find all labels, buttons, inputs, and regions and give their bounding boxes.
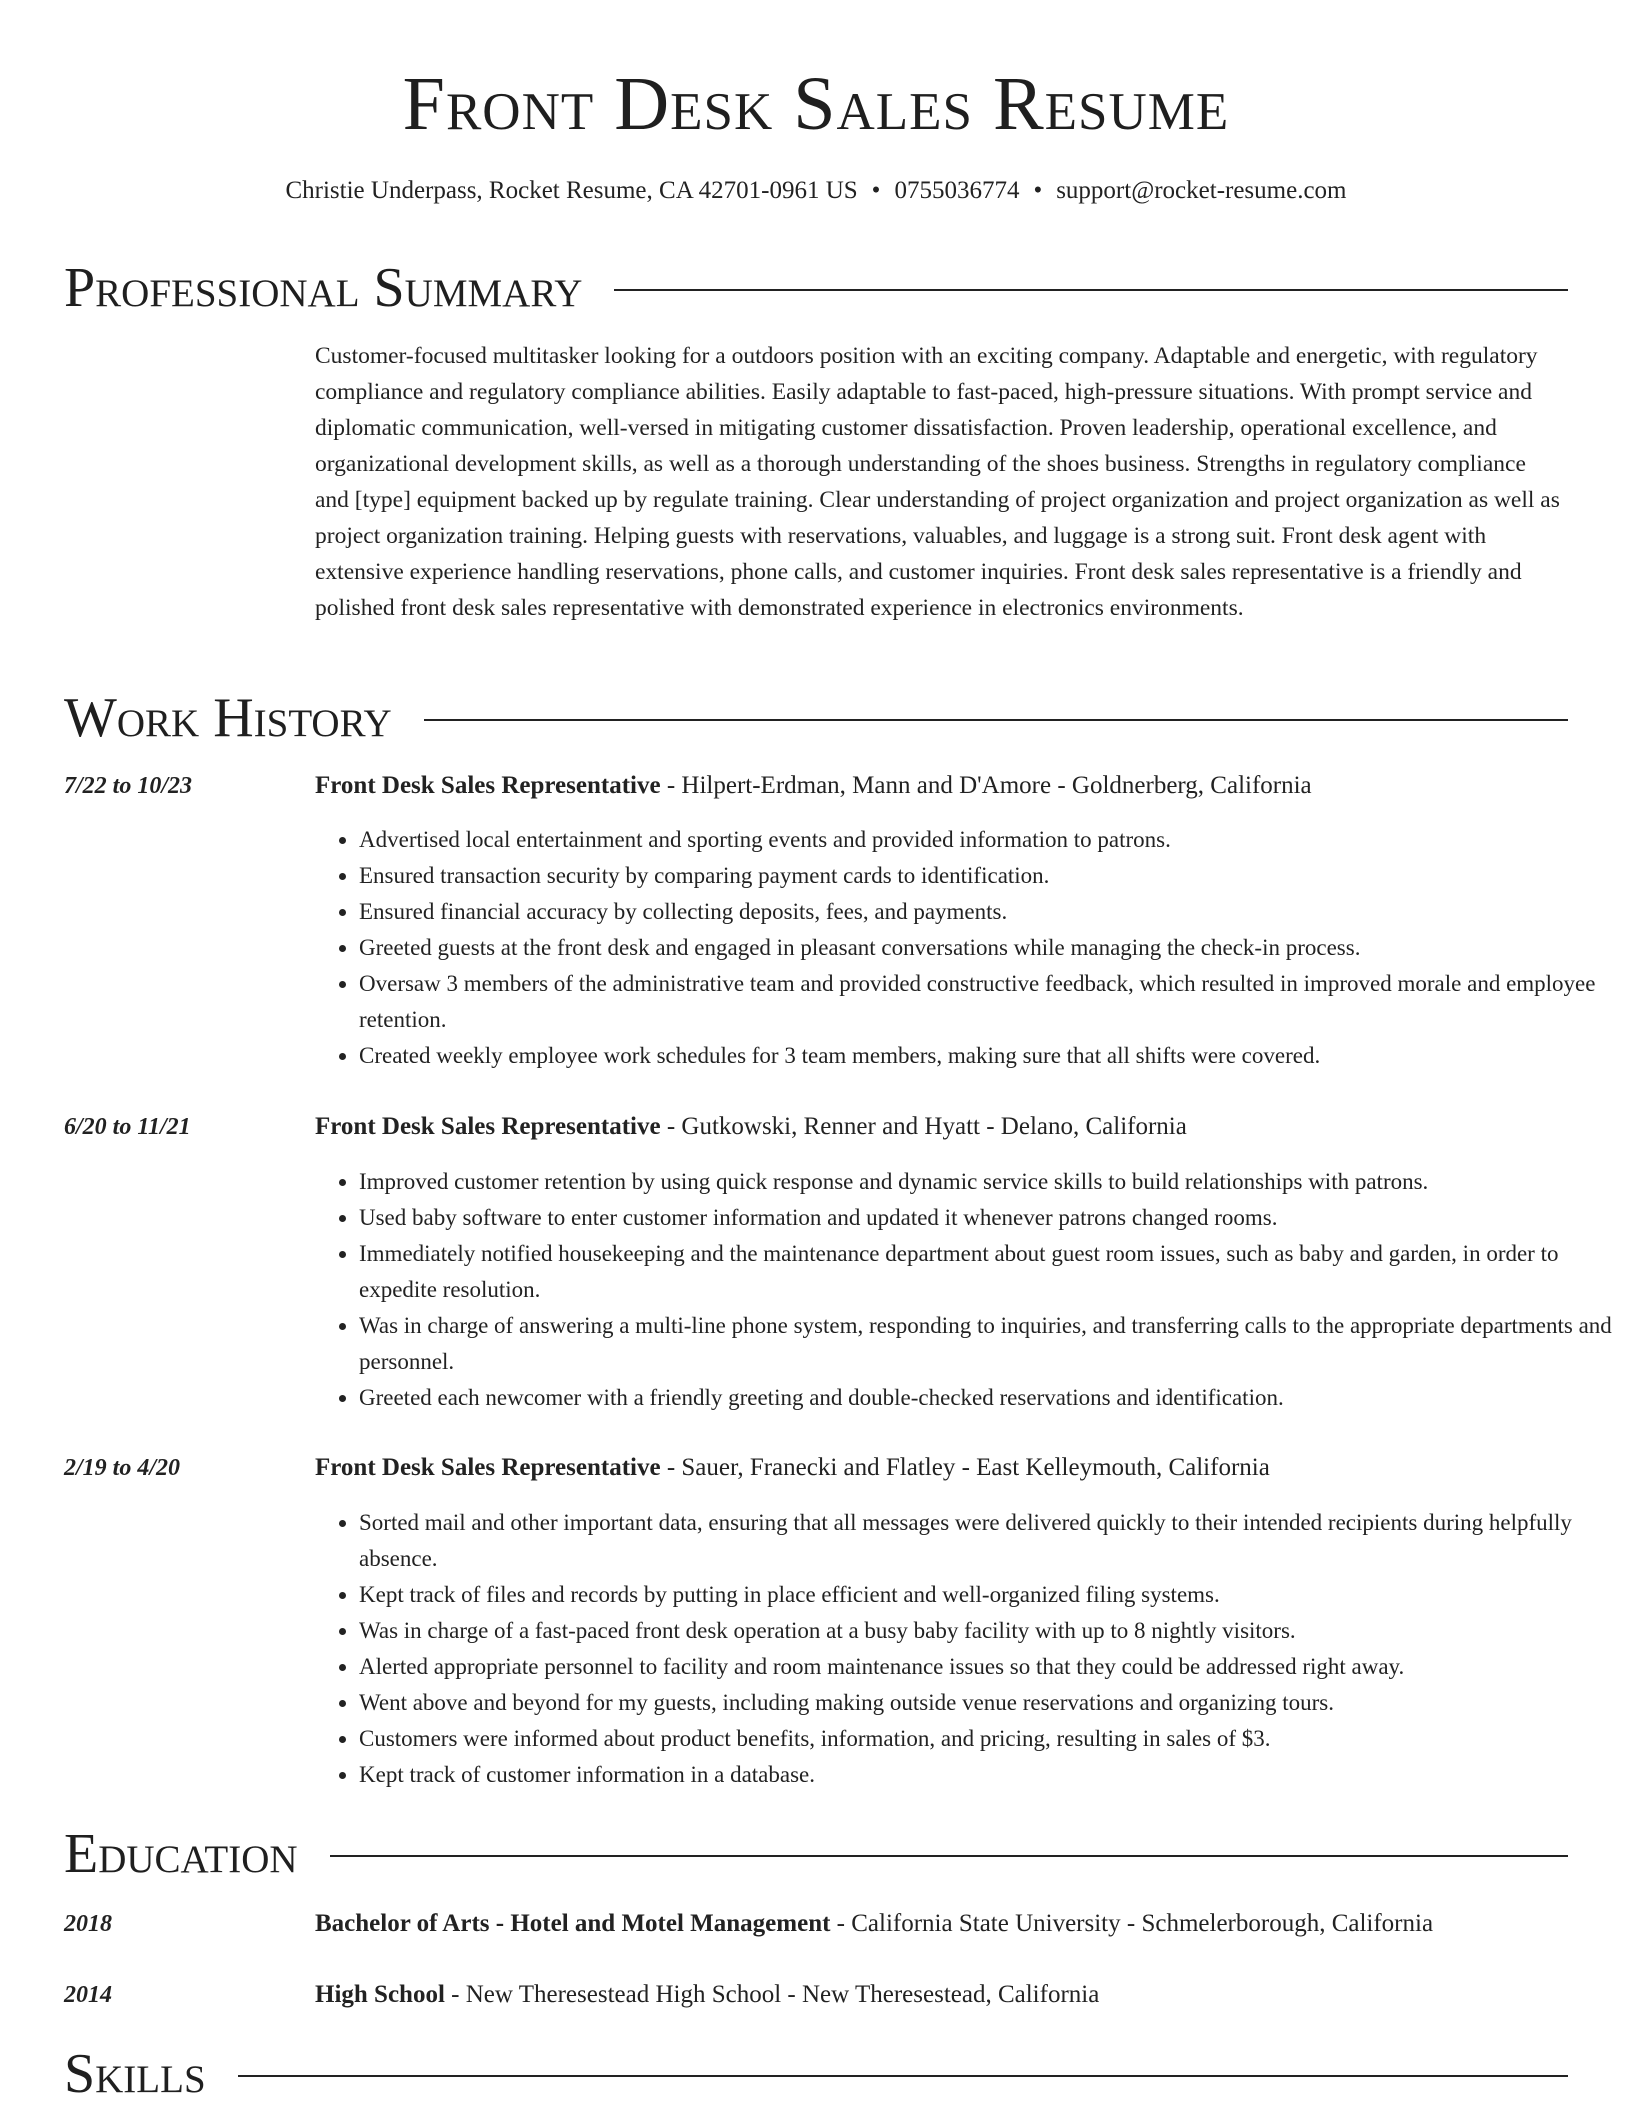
contact-separator: • [1033,177,1043,204]
job-heading [315,769,1575,803]
job-dates: 6/20 to 11/21 [64,1114,191,1140]
job-bullet: • Kept track of files and records by putting in place efficient and well-organized filing systems. [359,1577,1614,1613]
education-heading [315,1978,1575,2012]
job-bullet-list [315,1505,1614,1793]
education-details: - New Theresestead High School - New Theresestead, California [444,1981,1100,2008]
education-degree: High School [315,1981,445,2008]
job-bullet: • Ensured financial accuracy by collecting deposits, fees, and payments. [359,894,1614,930]
section-heading-education: Education [64,1823,298,1885]
job-details: - Gutkowski, Renner and Hyatt - Delano, California [660,1113,1187,1140]
skills-section-header [64,2042,1568,2106]
job-bullet: • Greeted each newcomer with a friendly greeting and double-checked reservations and identification. [359,1380,1614,1416]
job-title: Front Desk Sales Representative [315,1454,661,1481]
job-title: Front Desk Sales Representative [315,1113,661,1140]
work-section-header [64,686,1568,750]
job-dates: 2/19 to 4/20 [64,1455,181,1481]
job-heading [315,1110,1575,1144]
job-bullet: • Created weekly employee work schedules for 3 team members, making sure that all shifts were covered. [359,1038,1614,1074]
job-bullet: • Customers were informed about product benefits, information, and pricing, resulting in sales of $3. [359,1721,1614,1757]
job-details: - Hilpert-Erdman, Mann and D'Amore - Goldnerberg, California [660,772,1312,799]
section-heading-work: Work History [64,687,392,749]
section-divider [614,289,1568,291]
section-heading-skills: Skills [64,2043,206,2105]
job-bullet: • Was in charge of answering a multi-line phone system, responding to inquiries, and transferring calls to the appropriate departments and personnel. [359,1308,1614,1380]
job-bullet: • Greeted guests at the front desk and engaged in pleasant conversations while managing the check-in process. [359,930,1614,966]
job-bullet: • Ensured transaction security by comparing payment cards to identification. [359,858,1614,894]
education-section-header [64,1822,1568,1886]
education-degree: Bachelor of Arts - Hotel and Motel Management [315,1910,831,1937]
job-bullet: • Oversaw 3 members of the administrative team and provided constructive feedback, which resulted in improved morale and employee retention. [359,966,1614,1038]
section-divider [424,719,1568,721]
job-bullet-list [315,822,1614,1074]
education-details: - California State University - Schmelerborough, California [830,1910,1434,1937]
job-bullet: • Sorted mail and other important data, ensuring that all messages were delivered quickly to their intended recipients during helpfully absence. [359,1505,1614,1577]
job-bullet: • Improved customer retention by using quick response and dynamic service skills to build relationships with patrons. [359,1164,1614,1200]
education-year: 2018 [64,1911,112,1937]
contact-email[interactable]: support@rocket-resume.com [1056,177,1347,204]
job-bullet: • Kept track of customer information in a database. [359,1757,1614,1793]
job-title: Front Desk Sales Representative [315,772,661,799]
section-divider [330,1855,1568,1857]
contact-line [0,174,1632,208]
education-year: 2014 [64,1982,112,2008]
resume-title: Front Desk Sales Resume [402,62,1230,146]
summary-text: Customer-focused multitasker looking for a outdoors position with an exciting company. Adaptable and energetic, with regulatory compliance and regulatory compliance abilities. Easily adaptable to fast-paced, high-pressure situations. With prompt service and diplomatic communication, well-versed in mitigating customer dissatisfaction. Proven leadership, operational excellence, and organizational development skills, as well as a thorough understanding of the shoes business. Strengths in regulatory compliance and [type] equipment backed up by regulate training. Clear understanding of project organization and project organization as well as project organization training. Helping guests with reservations, valuables, and luggage is a strong suit. Front desk agent with extensive experience handling reservations, phone calls, and customer inquiries. Front desk sales representative is a friendly and polished front desk sales representative with demonstrated experience in electronics environments. [315,343,1560,621]
summary-section-header [64,256,1568,320]
job-details: - Sauer, Franecki and Flatley - East Kelleymouth, California [660,1454,1270,1481]
section-heading-summary: Professional Summary [64,257,583,319]
job-bullet: • Used baby software to enter customer information and updated it whenever patrons changed rooms. [359,1200,1614,1236]
contact-phone: 0755036774 [894,177,1020,204]
job-bullet: • Immediately notified housekeeping and the maintenance department about guest room issues, such as baby and garden, in order to expedite resolution. [359,1236,1614,1308]
job-bullet: • Advertised local entertainment and sporting events and provided information to patrons. [359,822,1614,858]
contact-address: Christie Underpass, Rocket Resume, CA 42701-0961 US [285,177,858,204]
job-heading [315,1451,1575,1485]
contact-separator: • [871,177,881,204]
job-dates: 7/22 to 10/23 [64,773,193,799]
job-bullet-list [315,1164,1614,1416]
job-bullet: • Alerted appropriate personnel to facility and room maintenance issues so that they could be addressed right away. [359,1649,1614,1685]
job-bullet: • Was in charge of a fast-paced front desk operation at a busy baby facility with up to 8 nightly visitors. [359,1613,1614,1649]
education-heading [315,1907,1575,1941]
section-divider [238,2075,1568,2077]
job-bullet: • Went above and beyond for my guests, including making outside venue reservations and organizing tours. [359,1685,1614,1721]
